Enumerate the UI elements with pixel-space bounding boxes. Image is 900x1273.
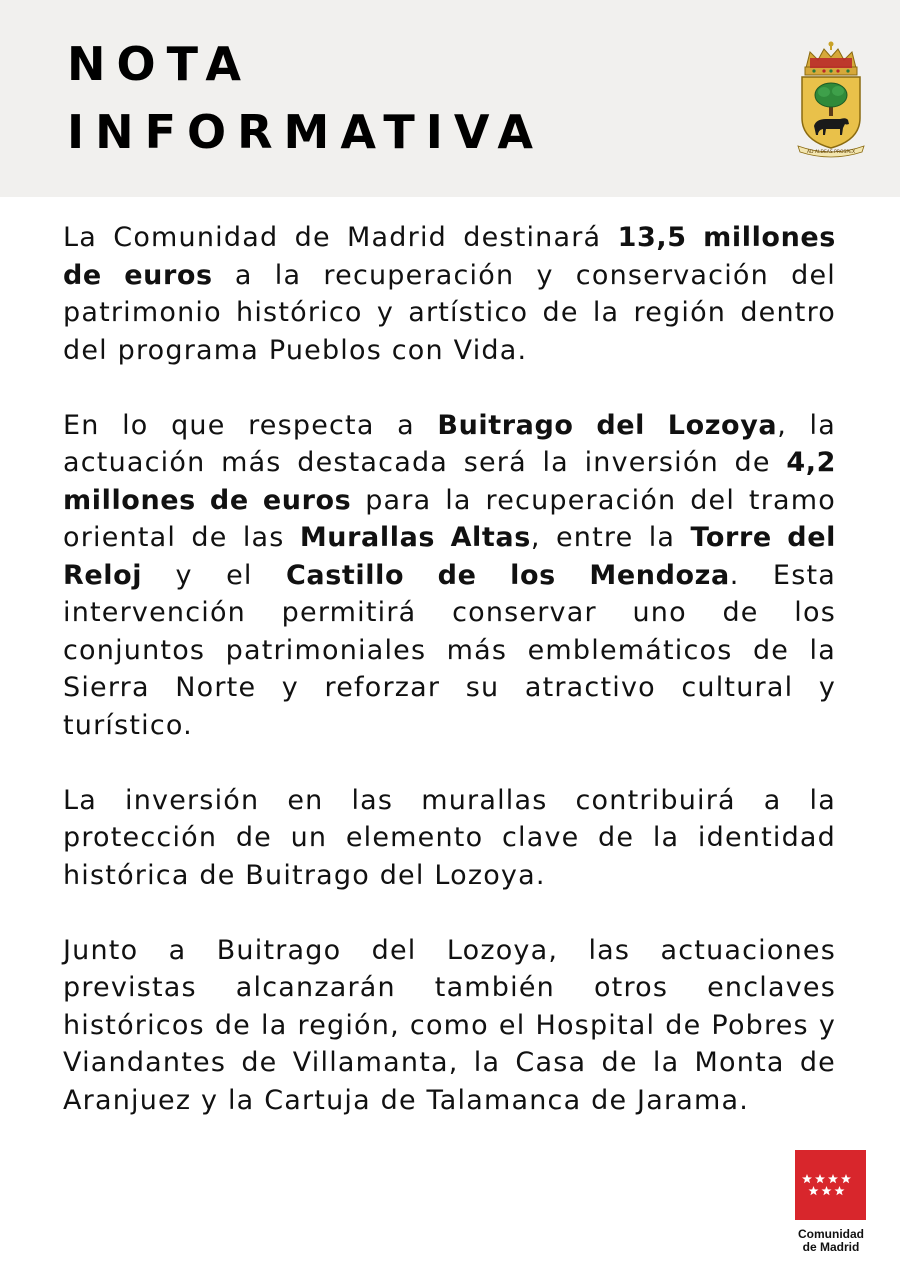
- paragraph-4: Junto a Buitrago del Lozoya, las actuaciones previstas alcanzarán también otros enclaves históricos de la región, como el Hospital de Pobres y Viandantes de Villamanta, la Casa de la Monta de Aranjuez y la Cartuja de Talamanca de Jarama.: [63, 934, 836, 1116]
- paragraph-2: En lo que respecta a Buitrago del Lozoya, la actuación más destacada será la inversión de 4,2 millones de euros para la recuperación del tramo oriental de las Murallas Altas, entre la Torre del Reloj y el Castillo de los Mendoza. Esta intervención permitirá conservar uno de los conjuntos patrimoniales más emblemáticos de la Sierra Norte y reforzar su atractivo cultural y turístico.: [63, 409, 837, 741]
- article-body: [63, 219, 836, 1157]
- page-title: [67, 30, 544, 166]
- header-band: [0, 0, 900, 197]
- comunidad-de-madrid-logo: [795, 1150, 867, 1255]
- logo-wordmark: [791, 1228, 871, 1254]
- paragraph-3: La inversión en las murallas contribuirá a la protección de un elemento clave de la identidad histórica de Buitrago del Lozoya.: [63, 784, 836, 891]
- paragraph-1: La Comunidad de Madrid destinará 13,5 millones de euros a la recuperación y conservación del patrimonio histórico y artístico de la región dentro del programa Pueblos con Vida.: [63, 222, 836, 366]
- municipal-coat-of-arms: [796, 40, 866, 158]
- logo-red-square: [795, 1150, 866, 1220]
- title-line-1: NOTA: [67, 37, 253, 91]
- logo-line-1: Comunidad: [798, 1227, 864, 1241]
- seven-stars-icon: [795, 1150, 866, 1220]
- logo-line-2: de Madrid: [802, 1240, 860, 1254]
- crest-motto: AD ALDEAS PROSPEX: [806, 150, 856, 155]
- title-line-2: INFORMATIVA: [67, 105, 544, 159]
